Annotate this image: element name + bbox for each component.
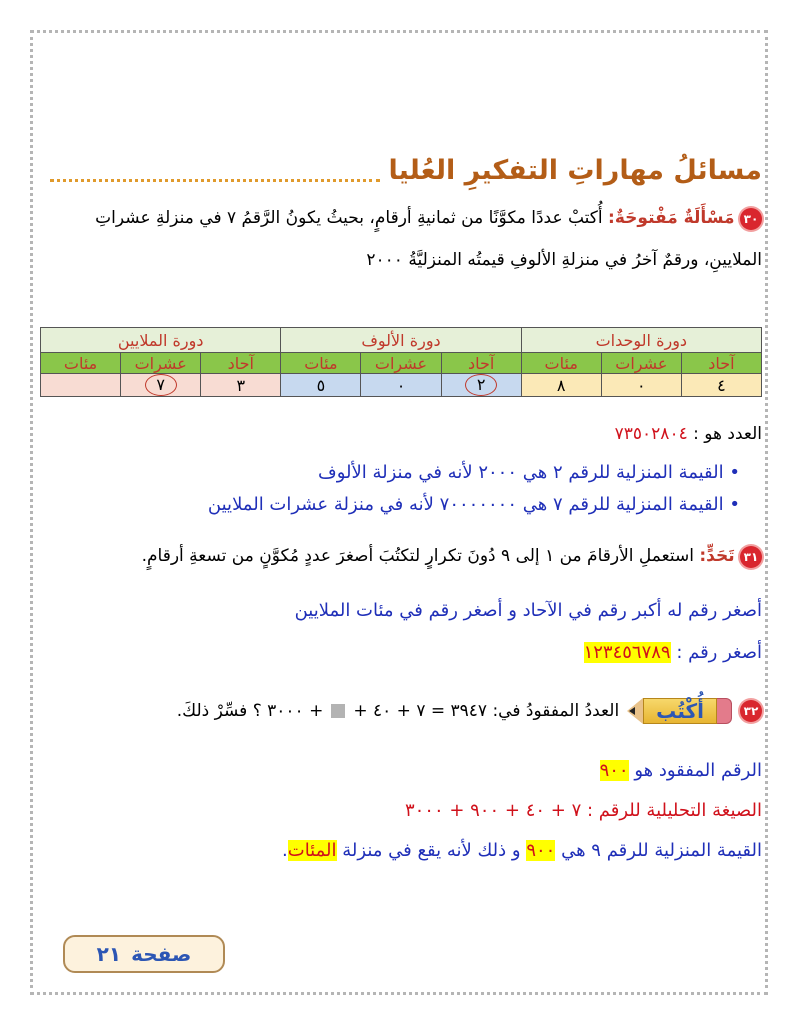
answer-31-value: ١٢٣٤٥٦٧٨٩ xyxy=(583,642,671,663)
pencil-icon xyxy=(627,698,732,724)
line3-value: ٩٠٠ xyxy=(526,840,556,861)
page-number: ٢١ xyxy=(96,942,122,966)
place-cell: آحاد xyxy=(681,353,761,374)
bullet-text: القيمة المنزلية للرقم ٢ هي ٢٠٠٠ لأنه في منزلة الألوف xyxy=(318,462,724,483)
question-32-text-a: العددُ المفقودُ في: ٣٩٤٧ = ٧ + ٤٠ + xyxy=(353,701,620,721)
answer-31-line-2 xyxy=(584,642,762,663)
missing-label: الرقم المفقود هو xyxy=(634,760,762,781)
pencil-label: أُكْتُب xyxy=(643,698,717,724)
question-31-heading: تَحَدٍّ: xyxy=(699,546,735,566)
digit-cell: ٥ xyxy=(281,374,361,397)
question-32-text-b: + ٣٠٠٠ ؟ فسِّرْ ذلكَ. xyxy=(176,701,324,721)
question-30-line-2 xyxy=(366,250,762,270)
question-30-heading: مَسْأَلَةٌ مَفْتوحَةٌ: xyxy=(608,208,735,228)
digit-cell xyxy=(41,374,121,397)
line3-b: و ذلك لأنه يقع في منزلة xyxy=(342,840,521,861)
bullet-dot: • xyxy=(723,494,740,515)
answer-32-line-1 xyxy=(600,760,762,781)
group-thousands: دورة الألوف xyxy=(281,328,521,353)
group-millions: دورة الملايين xyxy=(41,328,281,353)
group-units: دورة الوحدات xyxy=(521,328,761,353)
bullet-dot: • xyxy=(723,462,740,483)
expanded-label: الصيغة التحليلية للرقم : xyxy=(586,800,762,821)
answer-30-bullet-1 xyxy=(318,462,740,483)
question-32-number: ٣٢ xyxy=(740,700,762,722)
place-cell: آحاد xyxy=(201,353,281,374)
digit-cell-circled xyxy=(441,374,521,397)
place-cell: آحاد xyxy=(441,353,521,374)
place-cell: عشرات xyxy=(601,353,681,374)
section-header xyxy=(42,148,762,192)
question-30-text-1: أُكتبْ عددًا مكوَّنًا من ثمانيةِ أرقامٍ، بحيثُ يكونُ الرَّقمُ ٧ في منزلةِ عشراتِ xyxy=(95,208,603,228)
line3-a: القيمة المنزلية للرقم ٩ هي xyxy=(561,840,762,861)
line3-end: . xyxy=(282,840,288,861)
table-group-row xyxy=(41,328,762,353)
place-cell: مئات xyxy=(281,353,361,374)
missing-box xyxy=(331,704,345,718)
question-30-number: ٣٠ xyxy=(740,208,762,230)
question-30-text-2: الملايينِ، ورقمٌ آخرُ في منزلةِ الألوفِ قيمتُه المنزليَّةُ ٢٠٠٠ xyxy=(366,250,762,270)
page-number-tab xyxy=(63,935,225,973)
place-cell: مئات xyxy=(521,353,601,374)
question-32 xyxy=(177,698,762,724)
digit-cell: ٠ xyxy=(601,374,681,397)
table-place-row xyxy=(41,353,762,374)
answer-30-label: العدد هو : xyxy=(693,424,762,444)
place-cell: عشرات xyxy=(121,353,201,374)
section-title: مسائلُ مهاراتِ التفكيرِ العُليا xyxy=(388,154,762,186)
place-value-table xyxy=(40,327,762,397)
line3-place: المئات xyxy=(287,840,337,861)
digit-cell: ٨ xyxy=(521,374,601,397)
place-cell: مئات xyxy=(41,353,121,374)
digit-cell: ٠ xyxy=(361,374,441,397)
answer-30-number-line xyxy=(615,424,762,444)
answer-30-value: ٧٣٥٠٢٨٠٤ xyxy=(614,424,688,444)
digit-cell: ٤ xyxy=(681,374,761,397)
place-cell: عشرات xyxy=(361,353,441,374)
answer-31-label: أصغر رقم : xyxy=(676,642,762,663)
digit-cell: ٣ xyxy=(201,374,281,397)
page-label: صفحة xyxy=(131,942,192,966)
question-31-text: استعملِ الأرقامَ من ١ إلى ٩ دُونَ تكرارٍ لتكتُبَ أصغرَ عددٍ مُكوَّنٍ من تسعةِ أرقامٍ. xyxy=(141,546,694,566)
answer-32-line-2 xyxy=(405,800,762,821)
answer-32-line-3 xyxy=(282,840,762,861)
answer-31-line-1: أصغر رقم له أكبر رقم في الآحاد و أصغر رقم في مئات الملايين xyxy=(294,600,762,621)
expanded-value: ٧ + ٤٠ + ٩٠٠ + ٣٠٠٠ xyxy=(404,800,582,821)
circled-digit: ٧ xyxy=(145,374,177,396)
question-31 xyxy=(142,546,762,568)
missing-value: ٩٠٠ xyxy=(599,760,629,781)
question-30-line-1 xyxy=(95,208,762,230)
digit-cell-circled xyxy=(121,374,201,397)
question-31-number: ٣١ xyxy=(740,546,762,568)
bullet-text: القيمة المنزلية للرقم ٧ هي ٧٠٠٠٠٠٠٠ لأنه في منزلة عشرات الملايين xyxy=(207,494,724,515)
table-digit-row xyxy=(41,374,762,397)
title-dotted-rule xyxy=(50,159,380,182)
answer-30-bullet-2 xyxy=(208,494,740,515)
circled-digit: ٢ xyxy=(465,374,497,396)
